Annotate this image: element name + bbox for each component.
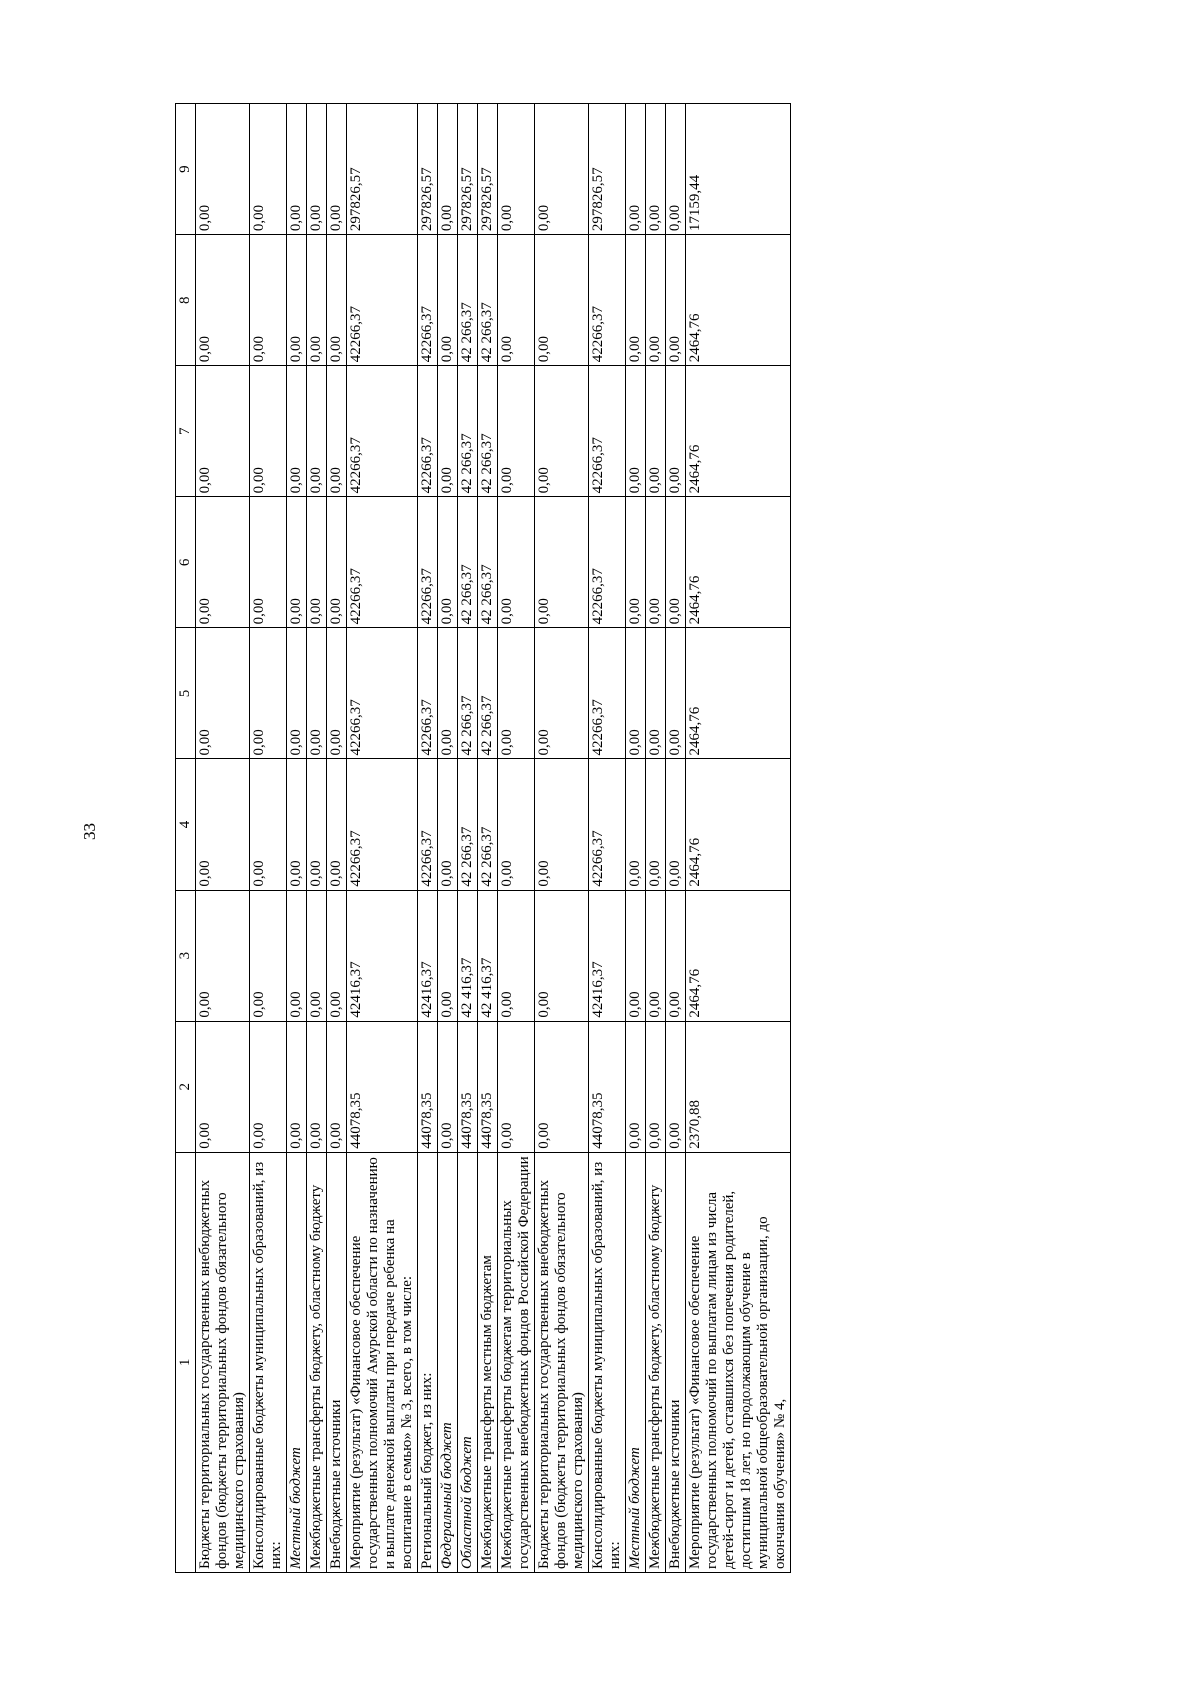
table-cell: 0,00	[250, 1021, 287, 1152]
table-cell: 0,00	[666, 628, 686, 759]
table-row	[626, 104, 646, 1573]
table-cell: 0,00	[646, 235, 666, 366]
row-label: Региональный бюджет, из них:	[418, 1152, 438, 1572]
table-cell: 0,00	[327, 235, 347, 366]
table-row	[478, 104, 498, 1573]
row-label: Межбюджетные трансферты бюджету, областному бюджету	[307, 1152, 327, 1572]
table-cell: 42 266,37	[458, 759, 478, 890]
table-cell: 0,00	[498, 628, 535, 759]
table-cell: 0,00	[307, 890, 327, 1021]
table-cell: 44078,35	[458, 1021, 478, 1152]
table-cell: 0,00	[250, 759, 287, 890]
table-cell: 42266,37	[347, 497, 418, 628]
table-cell: 2464,76	[686, 235, 791, 366]
table-row	[589, 104, 626, 1573]
table-cell: 0,00	[646, 628, 666, 759]
row-label: Областной бюджет	[458, 1152, 478, 1572]
table-row	[196, 104, 250, 1573]
table-cell: 0,00	[438, 104, 458, 235]
table-cell: 42266,37	[589, 497, 626, 628]
table-cell: 0,00	[327, 1021, 347, 1152]
table-cell: 42266,37	[347, 628, 418, 759]
table-cell: 0,00	[196, 497, 250, 628]
column-header: 5	[176, 628, 196, 759]
table-cell: 0,00	[438, 628, 458, 759]
row-label: Межбюджетные трансферты бюджету, областному бюджету	[646, 1152, 666, 1572]
table-cell: 0,00	[535, 628, 589, 759]
table-cell: 44078,35	[589, 1021, 626, 1152]
table-cell: 0,00	[666, 104, 686, 235]
table-cell: 42 266,37	[478, 366, 498, 497]
column-header: 1	[176, 1152, 196, 1572]
table-cell: 0,00	[498, 104, 535, 235]
table-cell: 42 266,37	[478, 759, 498, 890]
table-cell: 0,00	[196, 104, 250, 235]
table-cell: 0,00	[250, 366, 287, 497]
table-cell: 0,00	[307, 104, 327, 235]
table-row	[458, 104, 478, 1573]
column-header: 7	[176, 366, 196, 497]
table-cell: 0,00	[646, 497, 666, 628]
row-label: Федеральный бюджет	[438, 1152, 458, 1572]
table-cell: 0,00	[196, 235, 250, 366]
table-cell: 0,00	[666, 235, 686, 366]
table-cell: 0,00	[498, 759, 535, 890]
table-cell: 0,00	[287, 1021, 307, 1152]
table-cell: 0,00	[307, 366, 327, 497]
page-number: 33	[80, 823, 99, 840]
table-cell: 0,00	[535, 104, 589, 235]
table-cell: 0,00	[196, 628, 250, 759]
table-cell: 0,00	[327, 890, 347, 1021]
row-label: Бюджеты территориальных государственных внебюджетных фондов (бюджеты территориальных фондов обязательного медицинского страхования)	[535, 1152, 589, 1572]
table-row	[327, 104, 347, 1573]
table-cell: 2464,76	[686, 366, 791, 497]
table-cell: 42266,37	[347, 759, 418, 890]
table-cell: 42416,37	[418, 890, 438, 1021]
table-cell: 0,00	[438, 759, 458, 890]
column-header: 3	[176, 890, 196, 1021]
table-cell: 0,00	[535, 366, 589, 497]
table-cell: 0,00	[327, 497, 347, 628]
table-cell: 0,00	[287, 497, 307, 628]
table-row	[498, 104, 535, 1573]
table-cell: 0,00	[250, 235, 287, 366]
budget-table	[175, 103, 791, 1573]
table-cell: 42266,37	[418, 235, 438, 366]
table-row	[250, 104, 287, 1573]
table-cell: 0,00	[307, 759, 327, 890]
table-cell: 0,00	[666, 890, 686, 1021]
table-cell: 42 266,37	[458, 235, 478, 366]
row-label: Консолидированные бюджеты муниципальных образований, из них:	[250, 1152, 287, 1572]
row-label: Мероприятие (результат) «Финансовое обеспечение государственных полномочий Амурской области по назначению и выплате денежной выплаты при передаче ребенка на воспитание в семью» № 3, всего, в том числе:	[347, 1152, 418, 1572]
table-cell: 0,00	[307, 1021, 327, 1152]
table-cell: 44078,35	[478, 1021, 498, 1152]
table-cell: 0,00	[250, 628, 287, 759]
table-cell: 0,00	[438, 497, 458, 628]
table-row	[666, 104, 686, 1573]
table-cell: 0,00	[626, 1021, 646, 1152]
table-cell: 0,00	[535, 759, 589, 890]
table-cell: 0,00	[438, 235, 458, 366]
column-header: 2	[176, 1021, 196, 1152]
table-cell: 297826,57	[418, 104, 438, 235]
table-cell: 0,00	[250, 497, 287, 628]
table-cell: 42266,37	[589, 235, 626, 366]
table-cell: 42 416,37	[478, 890, 498, 1021]
table-cell: 0,00	[327, 759, 347, 890]
table-cell: 42 266,37	[458, 628, 478, 759]
table-cell: 42 416,37	[458, 890, 478, 1021]
table-row	[438, 104, 458, 1573]
table-cell: 0,00	[196, 890, 250, 1021]
table-cell: 0,00	[646, 890, 666, 1021]
table-cell: 0,00	[646, 1021, 666, 1152]
table-cell: 0,00	[327, 628, 347, 759]
table-cell: 0,00	[287, 890, 307, 1021]
table-cell: 0,00	[327, 104, 347, 235]
table-cell: 297826,57	[347, 104, 418, 235]
table-cell: 0,00	[327, 366, 347, 497]
table-row	[418, 104, 438, 1573]
table-cell: 0,00	[535, 1021, 589, 1152]
table-cell: 0,00	[498, 235, 535, 366]
table-cell: 0,00	[666, 1021, 686, 1152]
table-cell: 44078,35	[347, 1021, 418, 1152]
table-body	[196, 104, 791, 1573]
table-cell: 2464,76	[686, 628, 791, 759]
table-cell: 42 266,37	[478, 497, 498, 628]
table-cell: 42266,37	[418, 497, 438, 628]
row-label: Мероприятие (результат) «Финансовое обеспечение государственных полномочий по выплатам лицам из числа детей-сирот и детей, оставшихся без попечения родителей, достигшим 18 лет, но продолжающим обучение в муниципальной общеобразовательной организации, до окончания обучения» № 4,	[686, 1152, 791, 1572]
table-cell: 0,00	[646, 104, 666, 235]
table-cell: 0,00	[646, 759, 666, 890]
table-cell: 2464,76	[686, 497, 791, 628]
table-cell: 42266,37	[589, 366, 626, 497]
table-cell: 0,00	[498, 890, 535, 1021]
table-cell: 297826,57	[458, 104, 478, 235]
table-cell: 42266,37	[418, 628, 438, 759]
table-cell: 0,00	[438, 1021, 458, 1152]
table-cell: 42 266,37	[458, 497, 478, 628]
table-cell: 42266,37	[347, 235, 418, 366]
table-cell: 0,00	[626, 235, 646, 366]
table-cell: 42266,37	[347, 366, 418, 497]
table-cell: 0,00	[626, 628, 646, 759]
table-cell: 0,00	[626, 104, 646, 235]
column-header: 9	[176, 104, 196, 235]
table-cell: 0,00	[307, 497, 327, 628]
table-cell: 0,00	[438, 890, 458, 1021]
row-label: Межбюджетные трансферты бюджетам территориальных государственных внебюджетных фондов Российской Федерации	[498, 1152, 535, 1572]
table-cell: 0,00	[535, 497, 589, 628]
table-row	[535, 104, 589, 1573]
table-cell: 0,00	[498, 366, 535, 497]
table-cell: 0,00	[307, 628, 327, 759]
table-row	[686, 104, 791, 1573]
table-cell: 2464,76	[686, 890, 791, 1021]
table-row	[646, 104, 666, 1573]
column-header: 4	[176, 759, 196, 890]
table-cell: 0,00	[196, 1021, 250, 1152]
table-cell: 0,00	[666, 759, 686, 890]
table-cell: 0,00	[498, 497, 535, 628]
table-cell: 297826,57	[589, 104, 626, 235]
table-cell: 0,00	[250, 104, 287, 235]
table-cell: 0,00	[196, 759, 250, 890]
row-label: Внебюджетные источники	[327, 1152, 347, 1572]
table-cell: 0,00	[307, 235, 327, 366]
table-cell: 0,00	[250, 890, 287, 1021]
table-cell: 0,00	[498, 1021, 535, 1152]
table-cell: 0,00	[626, 366, 646, 497]
table-cell: 42 266,37	[458, 366, 478, 497]
table-cell: 42 266,37	[478, 628, 498, 759]
table-cell: 0,00	[535, 235, 589, 366]
table-cell: 2370,88	[686, 1021, 791, 1152]
table-cell: 0,00	[287, 628, 307, 759]
table-cell: 42266,37	[418, 366, 438, 497]
column-header: 8	[176, 235, 196, 366]
row-label: Межбюджетные трансферты местным бюджетам	[478, 1152, 498, 1572]
table-cell: 297826,57	[478, 104, 498, 235]
table-cell: 0,00	[287, 366, 307, 497]
table-cell: 42266,37	[418, 759, 438, 890]
table-cell: 42 266,37	[478, 235, 498, 366]
row-label: Бюджеты территориальных государственных внебюджетных фондов (бюджеты территориальных фондов обязательного медицинского страхования)	[196, 1152, 250, 1572]
table-row	[307, 104, 327, 1573]
table-cell: 0,00	[438, 366, 458, 497]
table-cell: 0,00	[196, 366, 250, 497]
table-cell: 0,00	[666, 366, 686, 497]
table-cell: 0,00	[626, 759, 646, 890]
table-cell: 44078,35	[418, 1021, 438, 1152]
table-cell: 42266,37	[589, 759, 626, 890]
table-cell: 0,00	[287, 104, 307, 235]
table-cell: 42416,37	[347, 890, 418, 1021]
table-row	[287, 104, 307, 1573]
column-header: 6	[176, 497, 196, 628]
row-label: Местный бюджет	[626, 1152, 646, 1572]
table-cell: 17159,44	[686, 104, 791, 235]
table-cell: 42416,37	[589, 890, 626, 1021]
table-cell: 42266,37	[589, 628, 626, 759]
row-label: Консолидированные бюджеты муниципальных образований, из них:	[589, 1152, 626, 1572]
table-header-row	[176, 104, 196, 1573]
row-label: Местный бюджет	[287, 1152, 307, 1572]
table-cell: 0,00	[535, 890, 589, 1021]
table-cell: 0,00	[626, 497, 646, 628]
table-cell: 2464,76	[686, 759, 791, 890]
table-cell: 0,00	[287, 759, 307, 890]
table-row	[347, 104, 418, 1573]
table-cell: 0,00	[646, 366, 666, 497]
table-cell: 0,00	[626, 890, 646, 1021]
table-cell: 0,00	[287, 235, 307, 366]
row-label: Внебюджетные источники	[666, 1152, 686, 1572]
table-cell: 0,00	[666, 497, 686, 628]
budget-table-container	[175, 103, 1115, 1573]
